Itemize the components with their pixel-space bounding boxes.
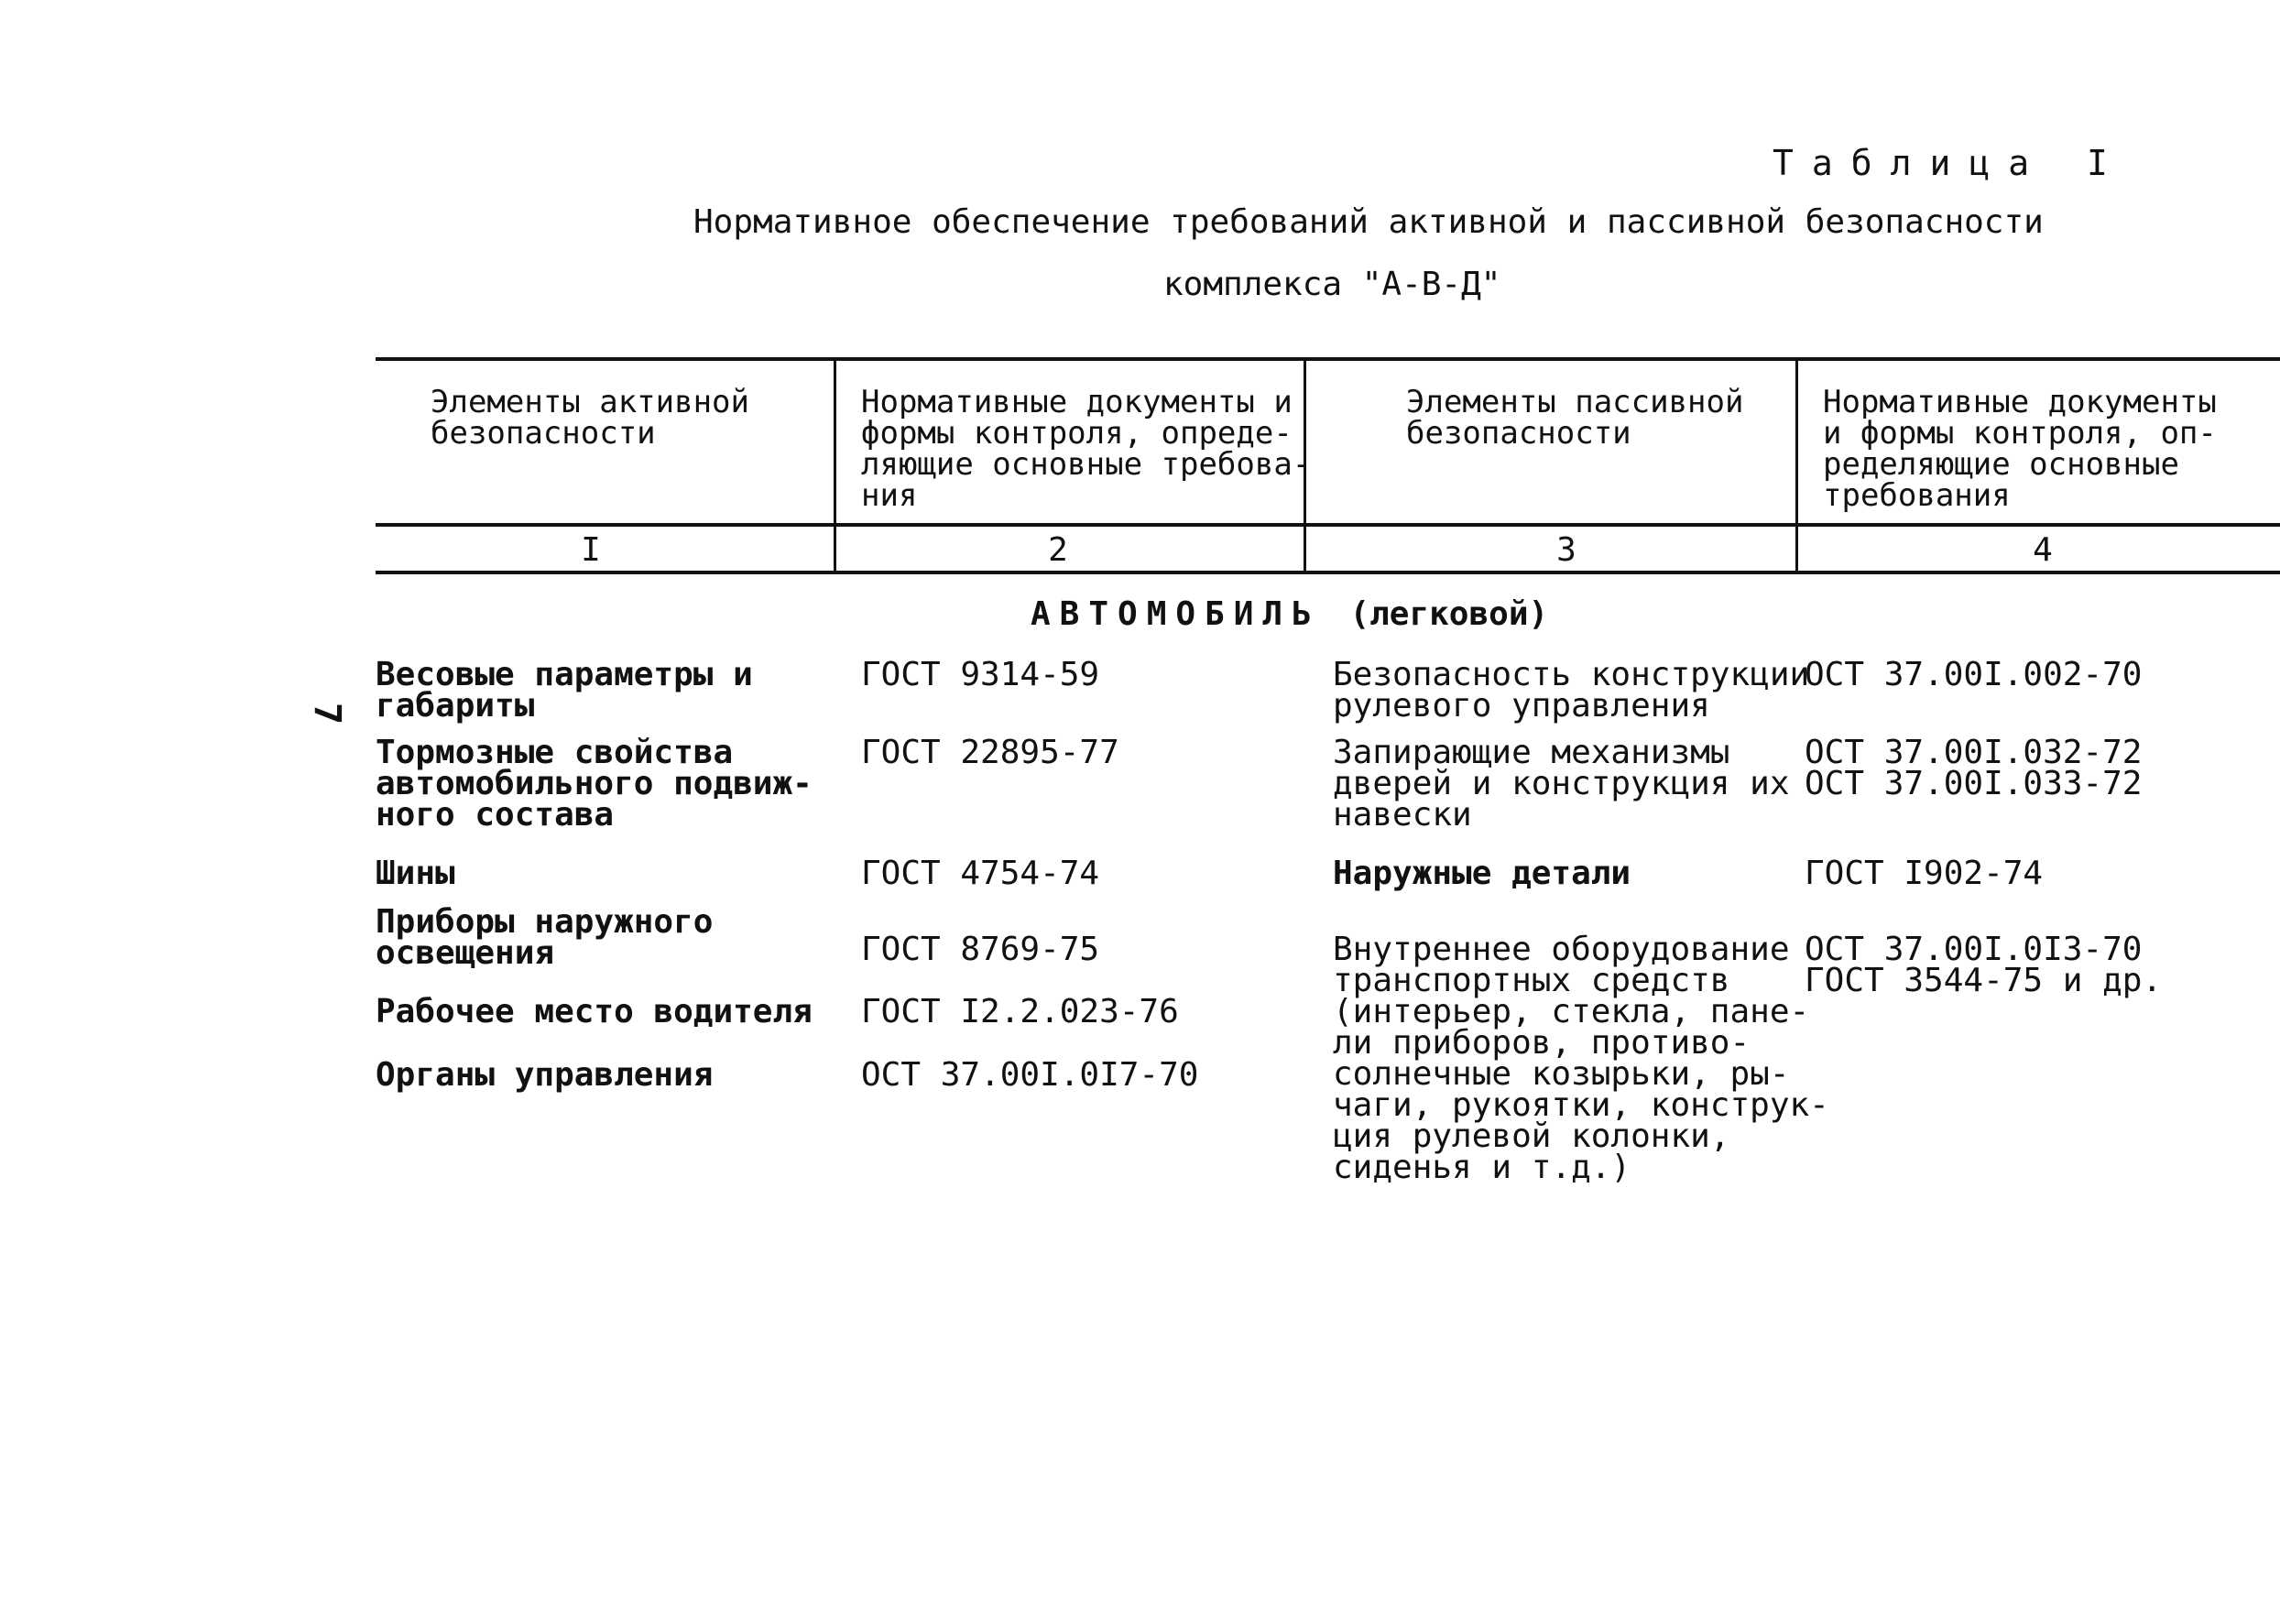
table-title-line-1: Нормативное обеспечение требований активной и пассивной безопасности xyxy=(693,203,2044,241)
passive-doc-steering: ОСТ 37.00I.002-70 xyxy=(1805,656,2143,693)
column-number-4: 4 xyxy=(2033,531,2053,569)
active-doc-workplace: ГОСТ I2.2.023-76 xyxy=(861,993,1179,1030)
section-heading-paren: (легковой) xyxy=(1349,595,1549,633)
table-label: Таблица I xyxy=(1773,143,2126,183)
column-header-passive-docs: Нормативные документы и формы контроля, оп- ределяющие основные требования xyxy=(1823,384,2217,514)
passive-element-exterior: Наружные детали xyxy=(1333,855,1631,892)
passive-element-steering: Безопасность конструкции рулевого управления xyxy=(1333,656,1810,725)
column-divider-1 xyxy=(834,359,836,573)
column-number-2: 2 xyxy=(1048,531,1068,569)
column-header-active-elements: Элементы активной безопасности xyxy=(431,384,749,452)
active-element-brakes: Тормозные свойства автомобильного подвиж- ного состава xyxy=(376,734,813,834)
section-heading-spaced: АВТОМОБИЛЬ xyxy=(1031,595,1321,633)
column-divider-3 xyxy=(1795,359,1798,573)
page-number: 7 xyxy=(306,702,349,725)
passive-doc-interior: ОСТ 37.00I.0I3-70 ГОСТ 3544-75 и др. xyxy=(1805,931,2163,999)
active-element-tires: Шины xyxy=(376,855,455,892)
column-header-active-docs: Нормативные документы и формы контроля, опреде- ляющие основные требова- ния xyxy=(861,384,1312,514)
passive-element-interior: Внутреннее оборудование транспортных средств (интерьер, стекла, пане- ли приборов, противо- солнечные козырьки, ры- чаги, рукоятки, конструк- ция рулевой колонки, сиденья и т.д.) xyxy=(1333,931,1829,1186)
active-element-lighting: Приборы наружного освещения xyxy=(376,903,714,972)
active-doc-tires: ГОСТ 4754-74 xyxy=(861,855,1100,892)
passive-doc-door-locks: ОСТ 37.00I.032-72 ОСТ 37.00I.033-72 xyxy=(1805,734,2143,802)
passive-doc-exterior: ГОСТ I902-74 xyxy=(1805,855,2044,892)
active-doc-weight: ГОСТ 9314-59 xyxy=(861,656,1100,693)
active-element-workplace: Рабочее место водителя xyxy=(376,993,813,1030)
active-doc-lighting: ГОСТ 8769-75 xyxy=(861,931,1100,968)
numbers-bottom-rule xyxy=(376,571,2280,574)
column-number-1: I xyxy=(581,531,601,569)
active-element-controls: Органы управления xyxy=(376,1056,714,1094)
active-doc-controls: ОСТ 37.00I.0I7-70 xyxy=(861,1056,1199,1094)
header-bottom-rule xyxy=(376,523,2280,527)
passive-element-door-locks: Запирающие механизмы дверей и конструкция их навески xyxy=(1333,734,1790,834)
active-doc-brakes: ГОСТ 22895-77 xyxy=(861,734,1119,771)
active-element-weight: Весовые параметры и габариты xyxy=(376,656,753,725)
column-number-3: 3 xyxy=(1556,531,1576,569)
section-heading xyxy=(1031,595,1548,633)
column-header-passive-elements: Элементы пассивной безопасности xyxy=(1406,384,1744,452)
table-top-rule xyxy=(376,357,2280,361)
table-title-line-2: комплекса "А-В-Д" xyxy=(1163,266,1501,303)
